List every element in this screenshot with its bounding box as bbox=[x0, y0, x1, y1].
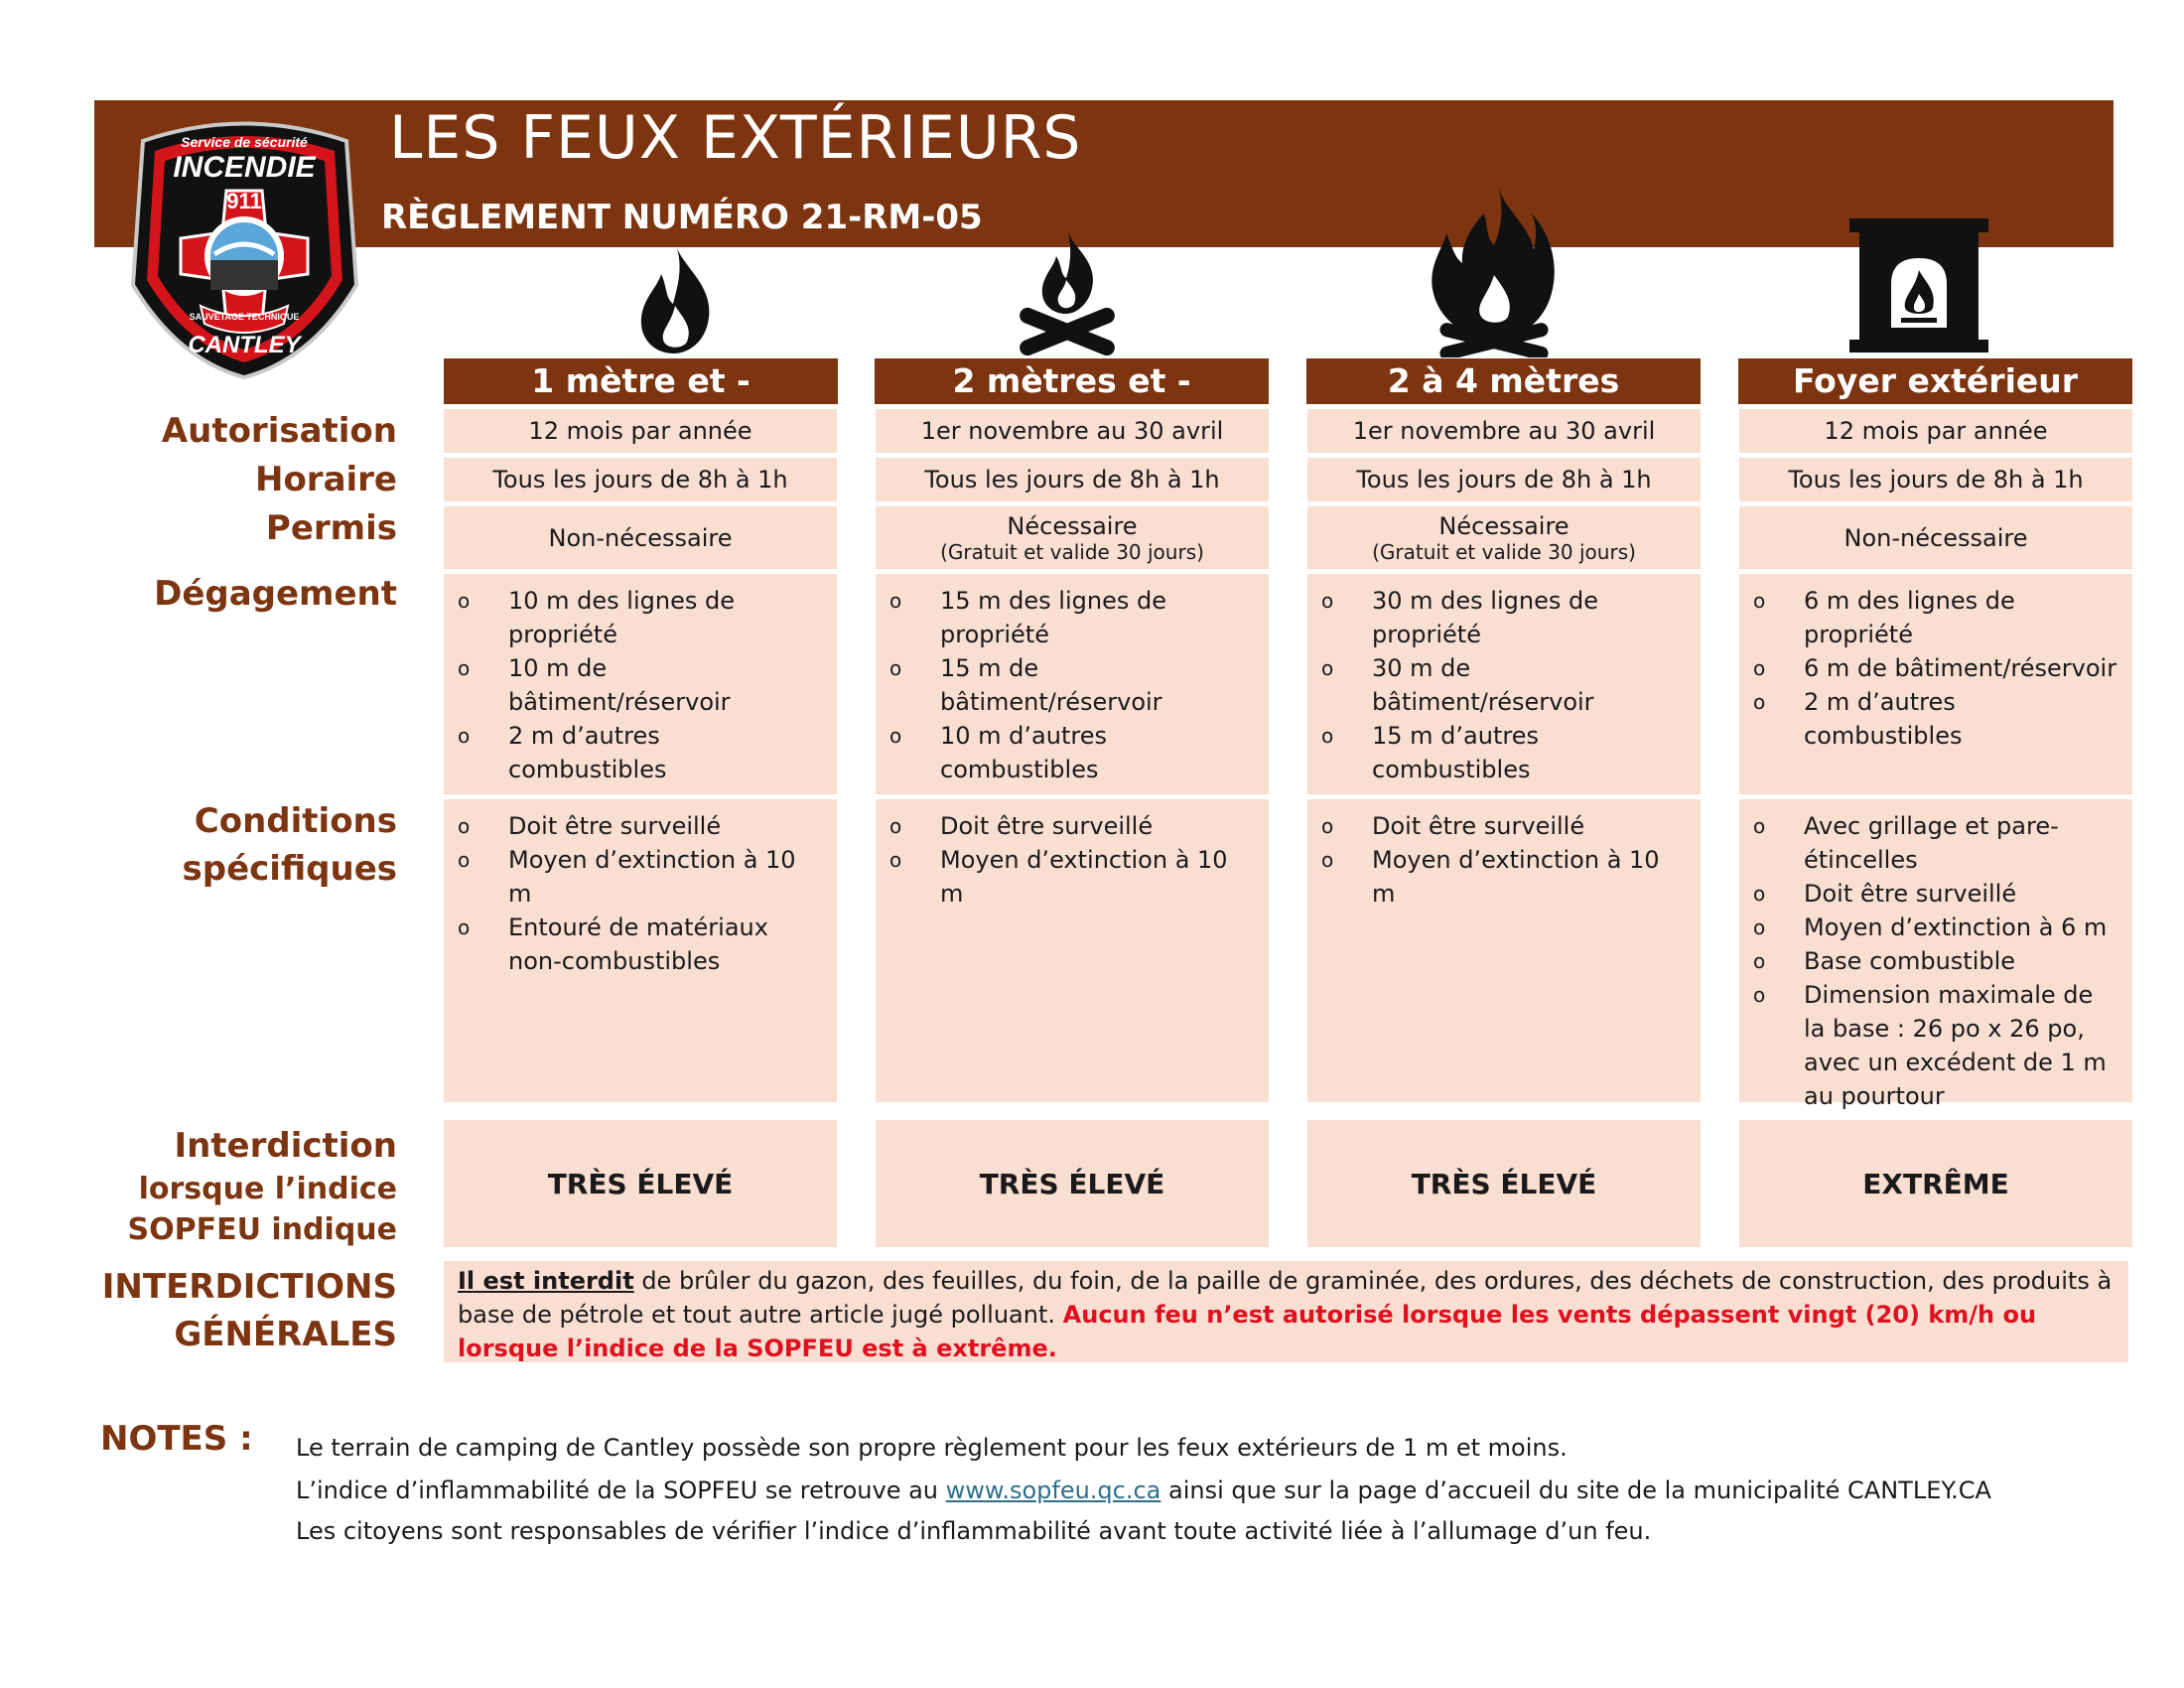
row-label-generales: GÉNÉRALES bbox=[174, 1315, 397, 1354]
permis-text: Nécessaire bbox=[1438, 511, 1570, 540]
autorisation-cell bbox=[1739, 409, 2132, 453]
autorisation-text: 1er novembre au 30 avril bbox=[1352, 417, 1656, 445]
interdiction-level: TRÈS ÉLEVÉ bbox=[1411, 1167, 1597, 1200]
autorisation-text: 1er novembre au 30 avril bbox=[920, 417, 1224, 445]
general-warning: Aucun feu n’est autorisé lorsque les vents dépassent vingt (20) km/h ou lorsque l’indice de la SOPFEU est à extrême. bbox=[458, 1301, 2037, 1362]
condition-item: o Dimension maximale de la base : 26 po x 26 po, avec un excédent de 1 m au pourtour bbox=[1753, 978, 2118, 1113]
interdiction-cell bbox=[1307, 1120, 1701, 1247]
condition-item: o Moyen d’extinction à 10 m bbox=[889, 843, 1255, 911]
condition-item: o Entouré de matériaux non-combustibles bbox=[458, 911, 823, 978]
permis-cell bbox=[444, 506, 837, 569]
permis-text: Nécessaire bbox=[1007, 511, 1138, 540]
autorisation-text: 12 mois par année bbox=[528, 417, 752, 445]
note-line bbox=[296, 1477, 1991, 1504]
campfire-icon bbox=[1013, 228, 1122, 357]
notes-label: NOTES : bbox=[100, 1419, 253, 1459]
horaire-text: Tous les jours de 8h à 1h bbox=[492, 466, 788, 493]
row-label-specifiques: spécifiques bbox=[182, 849, 397, 889]
degagement-item: o 30 m des lignes de propriété bbox=[1321, 584, 1687, 651]
logo-top-text: Service de sécurité bbox=[181, 134, 308, 150]
logo-city: CANTLEY bbox=[188, 332, 301, 358]
degagement-item: o 2 m d’autres combustibles bbox=[458, 719, 823, 786]
horaire-cell bbox=[876, 458, 1269, 501]
horaire-cell bbox=[444, 458, 837, 501]
permis-note: (Gratuit et valide 30 jours) bbox=[1372, 539, 1636, 564]
degagement-item: o 30 m de bâtiment/réservoir bbox=[1321, 651, 1687, 719]
degagement-cell bbox=[1307, 574, 1701, 794]
degagement-item: o 6 m de bâtiment/réservoir bbox=[1753, 651, 2118, 685]
degagement-item: o 15 m des lignes de propriété bbox=[889, 584, 1255, 651]
interdiction-level: TRÈS ÉLEVÉ bbox=[979, 1167, 1165, 1200]
degagement-cell bbox=[876, 574, 1269, 794]
condition-item: o Doit être surveillé bbox=[1321, 809, 1687, 843]
logo-number: 911 bbox=[226, 189, 262, 213]
row-label-sopfeu: SOPFEU indique bbox=[127, 1212, 397, 1247]
row-label-horaire: Horaire bbox=[254, 460, 397, 499]
interdiction-cell bbox=[1739, 1120, 2132, 1247]
page-title: LES FEUX EXTÉRIEURS bbox=[389, 103, 1082, 173]
flame-icon bbox=[635, 246, 715, 355]
degagement-cell bbox=[1739, 574, 2132, 794]
degagement-item: o 6 m des lignes de propriété bbox=[1753, 584, 2118, 651]
column-header: 1 mètre et - bbox=[444, 358, 838, 404]
horaire-cell bbox=[1739, 458, 2132, 501]
interdiction-level: EXTRÊME bbox=[1862, 1167, 2009, 1200]
page-subtitle: RÈGLEMENT NUMÉRO 21-RM-05 bbox=[381, 198, 983, 237]
condition-item: o Base combustible bbox=[1753, 944, 2118, 978]
condition-item: o Moyen d’extinction à 6 m bbox=[1753, 911, 2118, 944]
degagement-item: o 10 m d’autres combustibles bbox=[889, 719, 1255, 786]
conditions-cell bbox=[444, 799, 837, 1102]
autorisation-cell bbox=[444, 409, 837, 453]
permis-cell bbox=[1739, 506, 2132, 569]
interdiction-level: TRÈS ÉLEVÉ bbox=[547, 1167, 734, 1200]
general-prohibitions bbox=[444, 1261, 2128, 1362]
row-label-autorisation: Autorisation bbox=[161, 411, 397, 451]
condition-item: o Doit être surveillé bbox=[1753, 877, 2118, 911]
permis-cell bbox=[876, 506, 1269, 569]
row-label-permis: Permis bbox=[265, 508, 397, 548]
general-lead: Il est interdit bbox=[458, 1267, 634, 1295]
note-line: Le terrain de camping de Cantley possède son propre règlement pour les feux extérieurs de 1 m et moins. bbox=[296, 1434, 1568, 1462]
interdiction-cell bbox=[444, 1120, 837, 1247]
degagement-item: o 15 m de bâtiment/réservoir bbox=[889, 651, 1255, 719]
autorisation-cell bbox=[1307, 409, 1701, 453]
horaire-cell bbox=[1307, 458, 1701, 501]
conditions-cell bbox=[1307, 799, 1701, 1102]
interdiction-cell bbox=[876, 1120, 1269, 1247]
horaire-text: Tous les jours de 8h à 1h bbox=[924, 466, 1220, 493]
condition-item: o Moyen d’extinction à 10 m bbox=[1321, 843, 1687, 911]
note-text: L’indice d’inflammabilité de la SOPFEU se retrouve au bbox=[296, 1477, 946, 1504]
general-text: de brûler du gazon, des feuilles, du foin, de la paille de graminée, des ordures, des déchets de construction, des produits à base de pétrole et tout autre article jugé polluant. bbox=[458, 1267, 2113, 1329]
degagement-item: o 15 m d’autres combustibles bbox=[1321, 719, 1687, 786]
row-label-indice: lorsque l’indice bbox=[138, 1172, 397, 1206]
column-header: Foyer extérieur bbox=[1738, 358, 2132, 404]
note-text: ainsi que sur la page d’accueil du site de la municipalité CANTLEY.CA bbox=[1160, 1477, 1991, 1504]
fire-department-logo bbox=[123, 111, 366, 379]
condition-item: o Doit être surveillé bbox=[889, 809, 1255, 843]
column-header: 2 mètres et - bbox=[875, 358, 1269, 404]
autorisation-cell bbox=[876, 409, 1269, 453]
horaire-text: Tous les jours de 8h à 1h bbox=[1356, 466, 1652, 493]
permis-text: Non-nécessaire bbox=[1843, 523, 2028, 552]
row-label-interdictions: INTERDICTIONS bbox=[101, 1267, 397, 1307]
degagement-item: o 10 m des lignes de propriété bbox=[458, 584, 823, 651]
permis-note: (Gratuit et valide 30 jours) bbox=[940, 539, 1204, 564]
column-header: 2 à 4 mètres bbox=[1306, 358, 1701, 404]
row-label-interdiction: Interdiction bbox=[174, 1126, 397, 1166]
sopfeu-link[interactable]: www.sopfeu.qc.ca bbox=[945, 1477, 1161, 1504]
conditions-cell bbox=[876, 799, 1269, 1102]
condition-item: o Moyen d’extinction à 10 m bbox=[458, 843, 823, 911]
logo-ribbon: SAUVETAGE TECHNIQUE bbox=[189, 312, 300, 322]
note-line: Les citoyens sont responsables de vérifier l’indice d’inflammabilité avant toute activité liée à l’allumage d’un feu. bbox=[296, 1517, 1652, 1545]
degagement-item: o 10 m de bâtiment/réservoir bbox=[458, 651, 823, 719]
row-label-degagement: Dégagement bbox=[154, 574, 397, 614]
condition-item: o Avec grillage et pare-étincelles bbox=[1753, 809, 2118, 877]
degagement-item: o 2 m d’autres combustibles bbox=[1753, 685, 2118, 753]
conditions-cell bbox=[1739, 799, 2132, 1110]
bonfire-icon bbox=[1425, 184, 1564, 357]
row-label-conditions: Conditions bbox=[194, 801, 397, 841]
permis-cell bbox=[1307, 506, 1701, 569]
degagement-cell bbox=[444, 574, 837, 794]
permis-text: Non-nécessaire bbox=[548, 523, 733, 552]
logo-name: INCENDIE bbox=[173, 151, 316, 184]
autorisation-text: 12 mois par année bbox=[1824, 417, 2048, 445]
horaire-text: Tous les jours de 8h à 1h bbox=[1788, 466, 2084, 493]
fireplace-icon bbox=[1849, 218, 1988, 352]
condition-item: o Doit être surveillé bbox=[458, 809, 823, 843]
